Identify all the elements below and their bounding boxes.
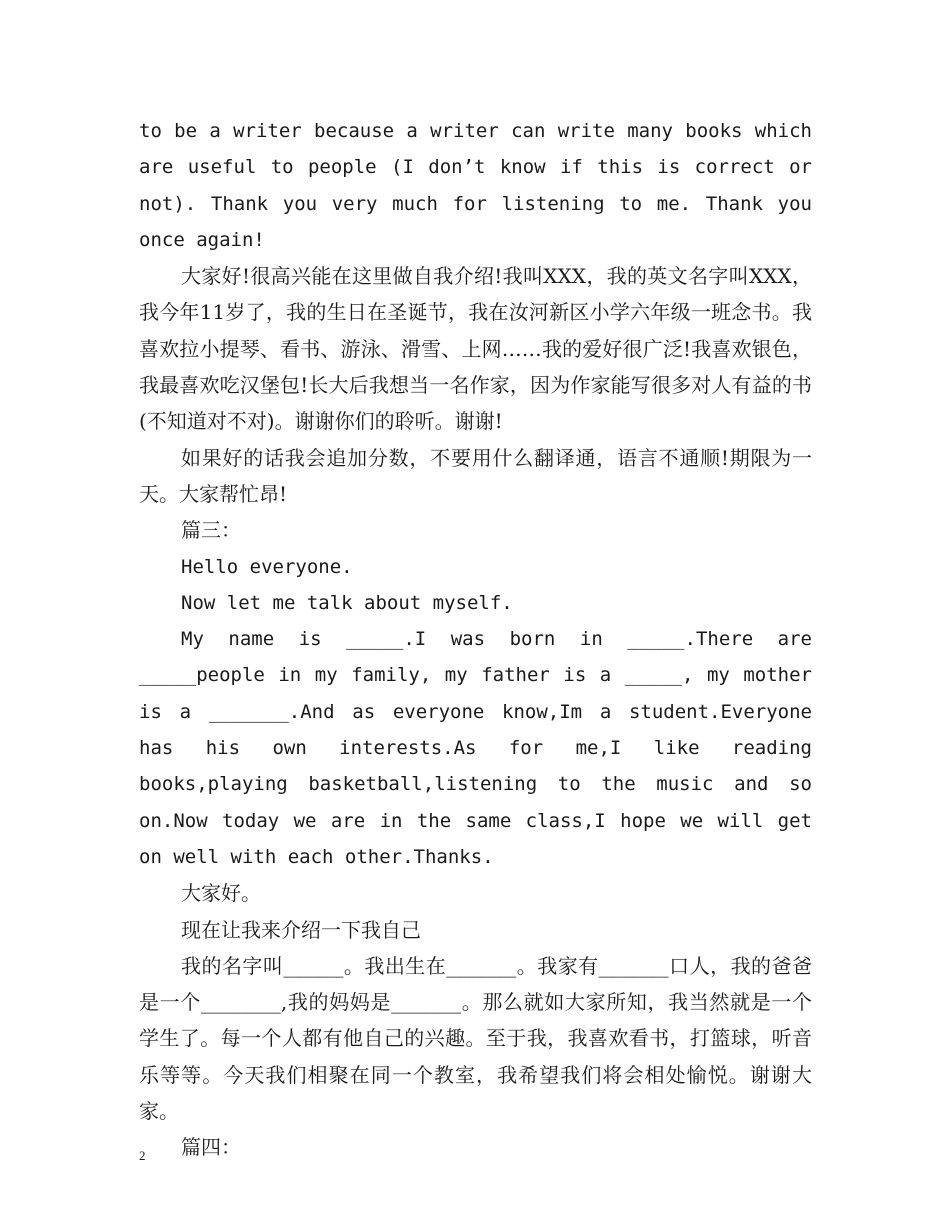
page-body (139, 113, 812, 1166)
paragraph-english-closing: to be a writer because a writer can write many books which are useful to people (I don’t know if this is correct or not). Thank you very much for listening to me. Thank you once again! (139, 120, 812, 251)
section-heading-part-four: 篇四： (181, 1135, 241, 1160)
paragraph-chinese-template: 我的名字叫______。我出生在_______。我家有_______口人，我的爸爸是一个________,我的妈妈是_______。那么就如大家所知，我当然就是一个学生了。每一个人都有他自己的兴趣。至于我，我喜欢看书，打篮球，听音乐等等。今天我们相聚在同一个教室，我希望我们将会相处愉悦。谢谢大家。 (139, 953, 812, 1124)
paragraph-chinese-greeting: 大家好。 (181, 881, 261, 906)
paragraph-english-intro-line: Now let me talk about myself. (181, 591, 513, 614)
section-heading-part-three: 篇三： (181, 518, 241, 543)
paragraph-english-template: My name is _____.I was born in _____.There are _____people in my family, my father is a _____, my mother is a _______.And as everyone know,Im a student.Everyone has his own interests.As for me,I like reading books,playing basketball,listening to the music and so on.Now today we are in the same class,I hope we will get on well with each other.Thanks. (139, 628, 812, 868)
paragraph-chinese-self-intro: 大家好!很高兴能在这里做自我介绍!我叫XXX，我的英文名字叫XXX，我今年11岁了，我的生日在圣诞节，我在汝河新区小学六年级一班念书。我喜欢拉小提琴、看书、游泳、滑雪、上网……我的爱好很广泛!我喜欢银色，我最喜欢吃汉堡包!长大后我想当一名作家，因为作家能写很多对人有益的书(不知道对不对)。谢谢你们的聆听。谢谢! (139, 264, 812, 434)
paragraph-chinese-request: 如果好的话我会追加分数，不要用什么翻译通，语言不通顺!期限为一天。大家帮忙昂! (139, 445, 812, 506)
page-number: 2 (139, 1148, 146, 1163)
paragraph-chinese-intro-line: 现在让我来介绍一下我自己 (181, 917, 421, 942)
paragraph-english-greeting: Hello everyone. (181, 555, 353, 578)
